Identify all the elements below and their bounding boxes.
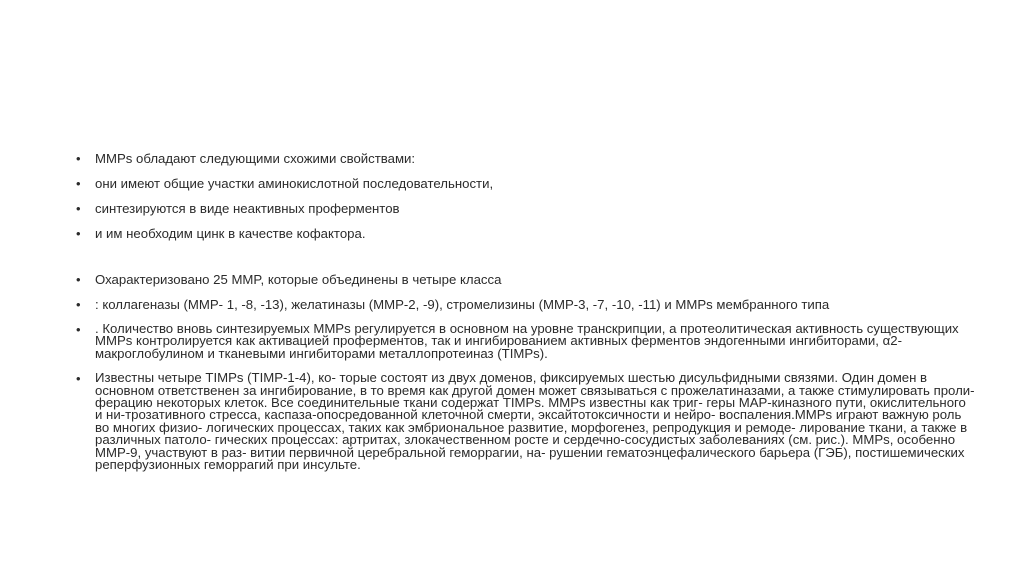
bullet-dot: •: [76, 297, 81, 312]
bullet-item: [76, 323, 976, 360]
bullet-text: Известны четыре TIMPs (TIMP-1-4), ко- торые состоят из двух доменов, фиксируемых шестью дисульфидными связями. Один домен в основном ответственен за ингибирование, в то время как другой домен может связываться с прожелатиназами, а также стимулировать проли- ферацию некоторых клеток. Все соединительные ткани содержат TIMPs. MMPs известны как триг- геры MAP-киназного пути, окислительного и ни-трозативного стресса, каспаза-опосредованной клеточной смерти, эксайтотоксичности и нейро- воспаления.MMPs играют важную роль во многих физио- логических процессах, таких как эмбриональное развитие, морфогенез, репродукция и ремоде- лирование ткани, а также в различных патоло- гических процессах: артритах, злокачественном росте и сердечно-сосудистых заболеваниях (см. рис.). MMPs, особенно MMP-9, участвуют в раз- витии первичной церебральной геморрагии, на- рушении гематоэнцефалического барьера (ГЭБ), постишемических реперфузионных геморрагий при инсульте.: [95, 370, 975, 473]
bullet-text: : коллагеназы (MMP- 1, -8, -13), желатиназы (MMP-2, -9), стромелизины (MMP-3, -7, -10, -11) и MMPs мембранного типа: [95, 297, 830, 312]
bullet-item: [76, 177, 976, 190]
bullet-item: [76, 298, 976, 311]
bullet-text: . Количество вновь синтезируемых MMPs регулируется в основном на уровне транскрипции, а протеолитическая активность существующих MMPs контролируется как активацией проферментов, так и ингибированием активных ферментов эндогенными ингибиторами, α2-макроглобулином и тканевыми ингибиторами металлопротеиназ (TIMPs).: [95, 321, 959, 361]
bullet-item: [76, 202, 976, 215]
bullet-text: Охарактеризовано 25 MMP, которые объединены в четыре класса: [95, 272, 502, 287]
bullet-dot: •: [76, 322, 81, 337]
bullet-item: [76, 372, 976, 471]
bullet-text: и им необходим цинк в качестве кофактора.: [95, 226, 366, 241]
slide-content: [76, 152, 976, 471]
bullet-text: MMPs обладают следующими схожими свойствами:: [95, 151, 416, 166]
bullet-dot: •: [76, 371, 81, 387]
bullet-list-classes: [76, 273, 976, 471]
bullet-text: синтезируются в виде неактивных проферментов: [95, 201, 400, 216]
spacer: [76, 240, 976, 273]
bullet-text: они имеют общие участки аминокислотной последовательности,: [95, 176, 494, 191]
bullet-item: [76, 227, 976, 240]
bullet-dot: •: [76, 201, 81, 216]
bullet-dot: •: [76, 272, 81, 287]
bullet-list-properties: [76, 152, 976, 240]
bullet-dot: •: [76, 151, 81, 166]
bullet-dot: •: [76, 226, 81, 241]
bullet-item: [76, 273, 976, 286]
bullet-item: [76, 152, 976, 165]
bullet-dot: •: [76, 176, 81, 191]
